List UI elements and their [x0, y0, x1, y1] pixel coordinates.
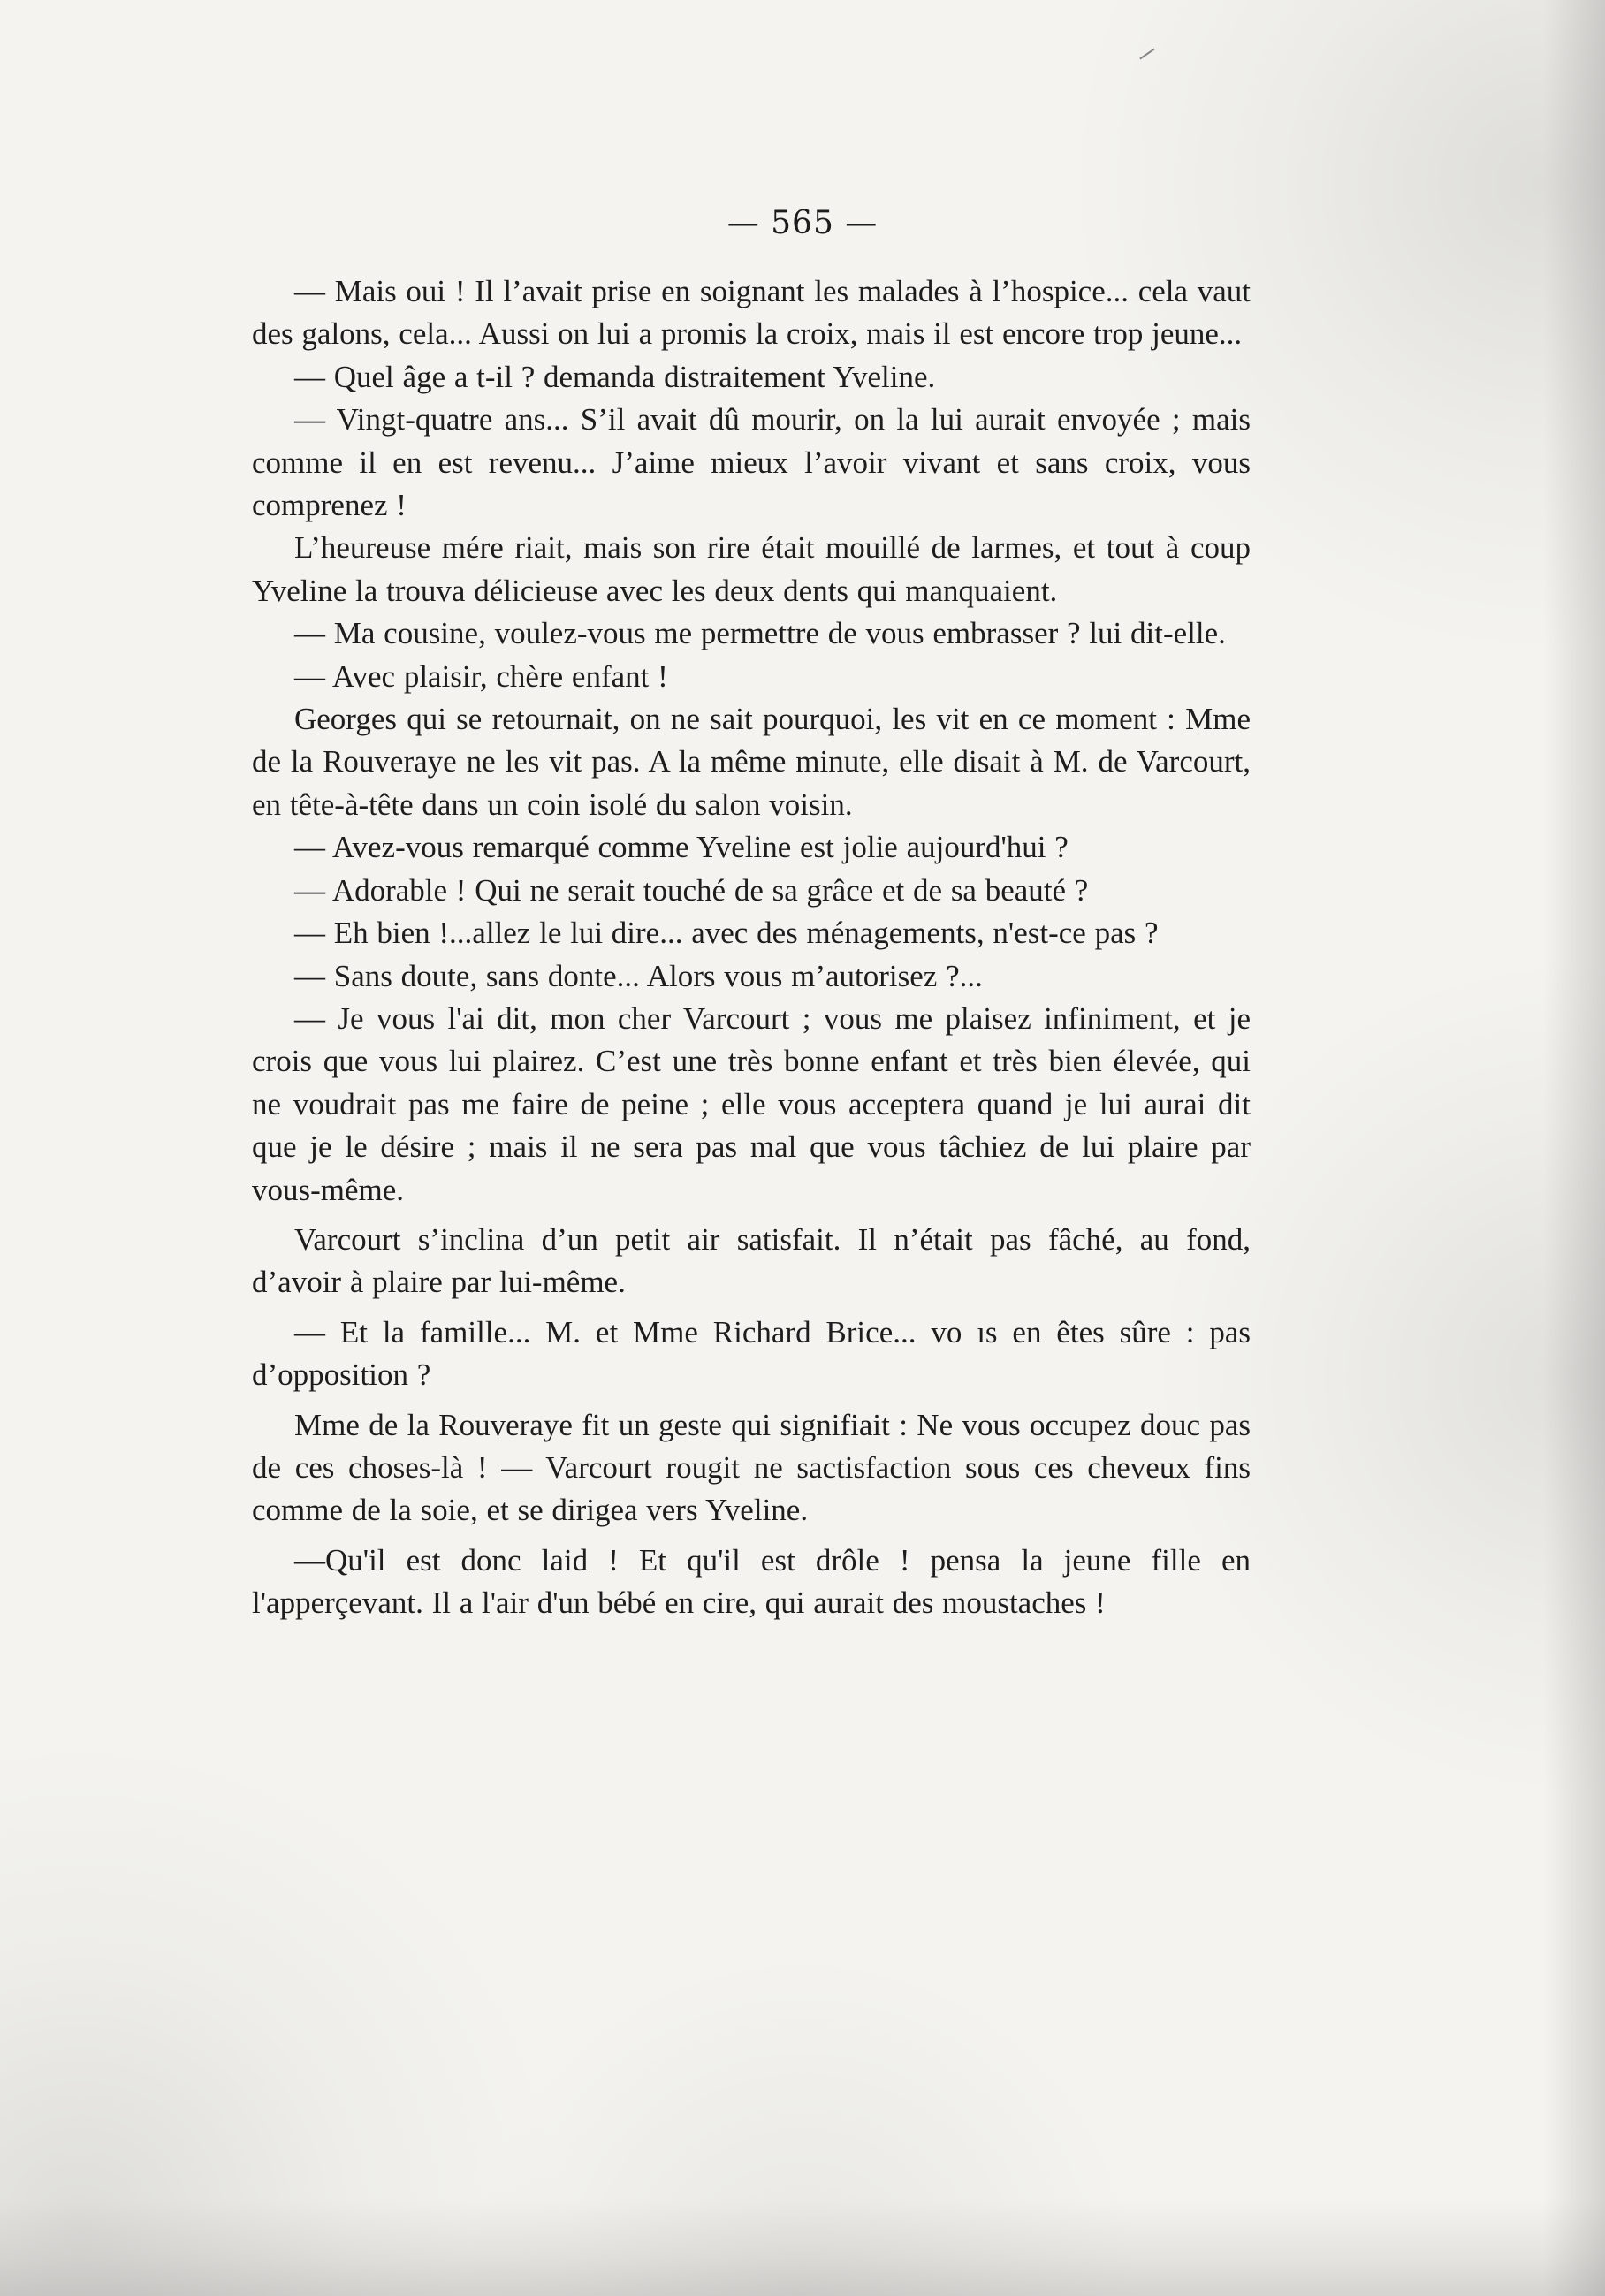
paragraph-8: — Avez-vous remarqué comme Yveline est jolie aujourd'hui ? [294, 830, 1069, 865]
page-number: — 565 — [726, 205, 879, 241]
body-text [252, 270, 1251, 1625]
paragraph-2: — Quel âge a t-il ? demanda distraitement Yveline. [294, 359, 936, 394]
paragraph-5: — Ma cousine, voulez-vous me permettre de vous embrasser ? lui dit-elle. [294, 616, 1226, 651]
paragraph-1: — Mais oui ! Il l’avait prise en soignant les malades à l’hospice... cela vaut des galons, cela... Aussi on lui a promis la croix, mais il est encore trop jeune... [252, 274, 1251, 352]
paragraph-13: Varcourt s’inclina d’un petit air satisfait. Il n’était pas fâché, au fond, d’avoir à plaire par lui-même. [252, 1221, 1251, 1300]
paragraph-4: L’heureuse mére riait, mais son rire était mouillé de larmes, et tout à coup Yveline la trouva délicieuse avec les deux dents qui manquaient. [252, 530, 1251, 608]
paragraph-3: — Vingt-quatre ans... S’il avait dû mourir, on la lui aurait envoyée ; mais comme il en est revenu... J’aime mieux l’avoir vivant et sans croix, vous comprenez ! [252, 402, 1251, 523]
paragraph-9: — Adorable ! Qui ne serait touché de sa grâce et de sa beauté ? [294, 872, 1089, 908]
paragraph-7: Georges qui se retournait, on ne sait pourquoi, les vit en ce moment : Mme de la Rouveraye ne les vit pas. A la même minute, elle disait à M. de Varcourt, en tête-à-tête dans un coin isolé du salon voisin. [252, 702, 1251, 822]
paragraph-6: — Avec plaisir, chère enfant ! [294, 658, 668, 694]
paragraph-15: Mme de la Rouveraye fit un geste qui signifiait : Ne vous occupez douc pas de ces choses-là ! — Varcourt rougit ne sactisfaction sous ces cheveux fins comme de la soie, et se dirigea vers Yveline. [252, 1407, 1251, 1528]
scan-mark [1139, 48, 1155, 59]
paragraph-16: —Qu'il est donc laid ! Et qu'il est drôle ! pensa la jeune fille en l'apperçevant. Il a l'air d'un bébé en cire, qui aurait des moustaches ! [252, 1542, 1251, 1621]
paragraph-10: — Eh bien !...allez le lui dire... avec des ménagements, n'est-ce pas ? [294, 916, 1159, 951]
paragraph-14: — Et la famille... M. et Mme Richard Brice... vo ıs en êtes sûre : pas d’opposition ? [252, 1314, 1251, 1393]
scan-shadow-bottom [0, 2199, 1605, 2296]
scan-shadow-right [1543, 0, 1605, 2296]
paragraph-12: — Je vous l'ai dit, mon cher Varcourt ; vous me plaisez infiniment, et je crois que vous lui plairez. C’est une très bonne enfant et très bien élevée, qui ne voudrait pas me faire de peine ; elle vous acceptera quand je lui aurai dit que je le désire ; mais il ne sera pas mal que vous tâchiez de lui plaire par vous-même. [252, 1000, 1251, 1207]
paragraph-11: — Sans doute, sans donte... Alors vous m’autorisez ?... [294, 958, 983, 993]
